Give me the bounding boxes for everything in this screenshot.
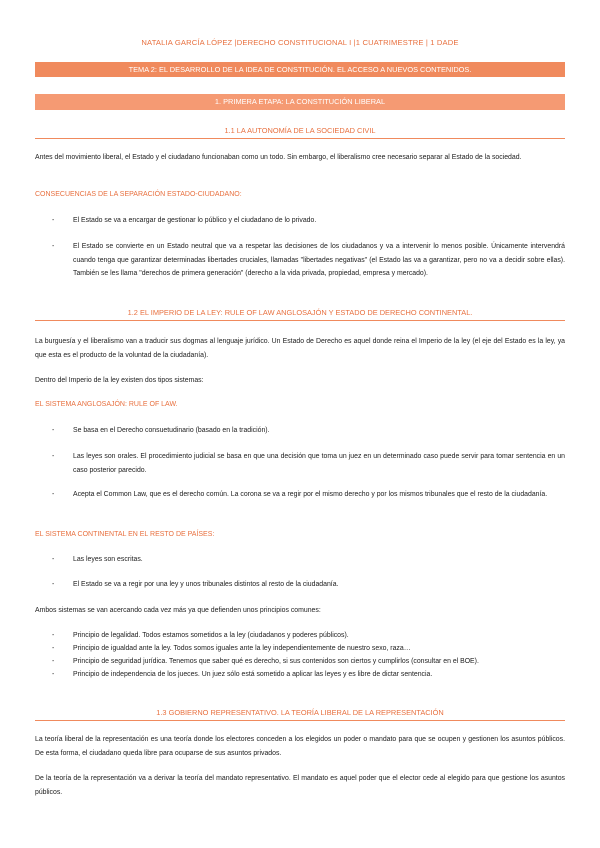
etapa-title-band: 1. PRIMERA ETAPA: LA CONSTITUCIÓN LIBERAL bbox=[35, 94, 565, 110]
section-heading-1-2: 1.2 EL IMPERIO DE LA LEY: RULE OF LAW ANGLOSAJÓN Y ESTADO DE DERECHO CONTINENTAL. bbox=[35, 308, 565, 321]
bullet-dash: - bbox=[52, 581, 55, 588]
sec3-paragraph-1: La teoría liberal de la representación es una teoría donde los electores conceden a los elegidos un poder o mandato para que se ocupen y gestionen los asuntos públicos. De esta forma, el ciudadano queda libre para ocuparse de sus asuntos privados. bbox=[35, 736, 565, 757]
list-item bbox=[52, 553, 565, 567]
list-item-text: El Estado se va a encargar de gestionar lo público y el ciudadano de lo privado. bbox=[73, 217, 317, 224]
list-item-text: Acepta el Common Law, que es el derecho común. La corona se va a regir por el mismo derecho y por los mismos tribunales que el resto de la ciudadanía. bbox=[73, 491, 548, 498]
sec1-subheading: CONSECUENCIAS DE LA SEPARACIÓN ESTADO-CIUDADANO: bbox=[35, 191, 242, 198]
list-item bbox=[52, 578, 565, 592]
list-item bbox=[52, 240, 565, 281]
anglo-subheading: EL SISTEMA ANGLOSAJÓN: RULE OF LAW. bbox=[35, 401, 178, 408]
section-heading-1-1: 1.1 LA AUTONOMÍA DE LA SOCIEDAD CIVIL bbox=[35, 126, 565, 139]
bullet-dash: - bbox=[52, 632, 55, 639]
list-item-text: Las leyes son escritas. bbox=[73, 556, 143, 563]
list-item bbox=[52, 214, 565, 228]
sec2-dentro-paragraph: Dentro del Imperio de la ley existen dos tipos sistemas: bbox=[35, 377, 204, 384]
list-item bbox=[52, 450, 565, 477]
tema-title-band: TEMA 2: EL DESARROLLO DE LA IDEA DE CONSTITUCIÓN. EL ACCESO A NUEVOS CONTENIDOS. bbox=[35, 62, 565, 77]
list-item-text: Se basa en el Derecho consuetudinario (basado en la tradición). bbox=[73, 427, 270, 434]
bullet-dash: - bbox=[52, 491, 55, 498]
bullet-dash: - bbox=[52, 671, 55, 678]
list-item bbox=[52, 655, 565, 669]
sec2-intro-paragraph: La burguesía y el liberalismo van a traducir sus dogmas al lenguaje jurídico. Un Estado de Derecho es aquel donde reina el Imperio de la ley (el eje del Estado es la ley, ya que esta es el producto de la voluntad de la ciudadanía). bbox=[35, 338, 565, 359]
list-item-text: Principio de seguridad jurídica. Tenemos que saber qué es derecho, si sus contenidos son ciertos y cumplirlos (consultar en el BOE). bbox=[73, 658, 479, 665]
list-item bbox=[52, 629, 565, 643]
ambos-paragraph: Ambos sistemas se van acercando cada vez más ya que defienden unos principios comunes: bbox=[35, 607, 321, 614]
bullet-dash: - bbox=[52, 217, 55, 224]
list-item-text: El Estado se va a regir por una ley y unos tribunales distintos al resto de la ciudadanía. bbox=[73, 581, 339, 588]
document-header: NATALIA GARCÍA LÓPEZ |DERECHO CONSTITUCIONAL I |1 CUATRIMESTRE | 1 DADE bbox=[141, 38, 459, 47]
continental-subheading: EL SISTEMA CONTINENTAL EN EL RESTO DE PAÍSES: bbox=[35, 531, 215, 538]
sec1-intro-paragraph: Antes del movimiento liberal, el Estado y el ciudadano funcionaban como un todo. Sin embargo, el liberalismo cree necesario separar al Estado de la sociedad. bbox=[35, 154, 522, 161]
list-item bbox=[52, 488, 565, 502]
list-item bbox=[52, 668, 565, 682]
bullet-dash: - bbox=[52, 658, 55, 665]
list-item-text: El Estado se convierte en un Estado neutral que va a respetar las decisiones de los ciudadanos y va a intervenir lo menos posible. Únicamente intervendrá cuando tenga que garantizar determinadas libertades cruciales, llamadas "libertades negativas" (el Estado las va a garantizar, pero no va a decidir sobre ellas). También se les llama "derechos de primera generación" (derecho a la vida privada, propiedad, empresa y mercado). bbox=[73, 243, 565, 277]
section-heading-1-3: 1.3 GOBIERNO REPRESENTATIVO. LA TEORÍA LIBERAL DE LA REPRESENTACIÓN bbox=[35, 708, 565, 721]
bullet-dash: - bbox=[52, 427, 55, 434]
bullet-dash: - bbox=[52, 556, 55, 563]
list-item-text: Principio de independencia de los jueces. Un juez sólo está sometido a aplicar las leyes y es libre de dictar sentencia. bbox=[73, 671, 433, 678]
bullet-dash: - bbox=[52, 243, 55, 250]
bullet-dash: - bbox=[52, 453, 55, 460]
list-item bbox=[52, 642, 565, 656]
list-item-text: Principio de legalidad. Todos estamos sometidos a la ley (ciudadanos y poderes públicos). bbox=[73, 632, 349, 639]
bullet-dash: - bbox=[52, 645, 55, 652]
list-item-text: Las leyes son orales. El procedimiento judicial se basa en que una decisión que toma un juez en un determinado caso puede servir para tomar sentencia en un caso posterior parecido. bbox=[73, 453, 565, 474]
list-item-text: Principio de igualdad ante la ley. Todos somos iguales ante la ley independientemente de nuestro sexo, raza… bbox=[73, 645, 411, 652]
list-item bbox=[52, 424, 565, 438]
sec3-paragraph-2: De la teoría de la representación va a derivar la teoría del mandato representativo. El mandato es aquel poder que el elector cede al elegido para que gestione los asuntos públicos. bbox=[35, 775, 565, 796]
